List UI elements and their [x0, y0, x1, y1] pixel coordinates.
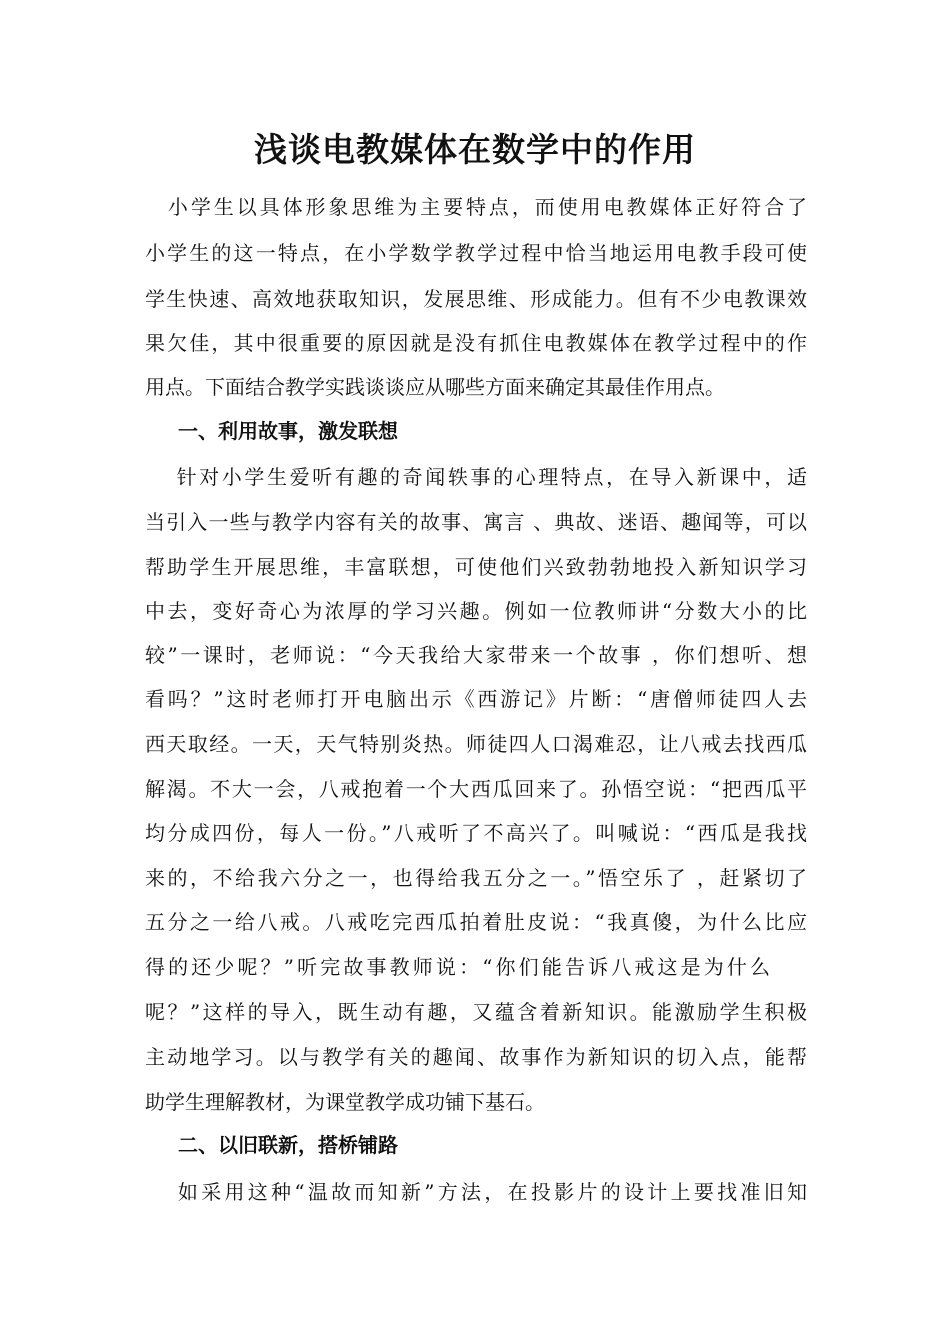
- section1-line-7: 西天取经。一天，天气特别炎热。师徒四人口渴难忍，让八戒去找西瓜: [145, 732, 807, 756]
- section2-line-1: 如采用这种“温故而知新”方法，在投影片的设计上要找准旧知: [145, 1180, 807, 1204]
- intro-line-1: 小学生以具体形象思维为主要特点，而使用电教媒体正好符合了: [145, 195, 807, 219]
- section1-line-2: 当引入一些与教学内容有关的故事、寓言 、典故、迷语、趣闻等，可以: [145, 510, 807, 534]
- section1-line-4: 中去，变好奇心为浓厚的学习兴趣。例如一位教师讲“分数大小的比: [145, 599, 807, 623]
- section1-line-5: 较”一课时，老师说：“今天我给大家带来一个故事 ，你们想听、想: [145, 643, 807, 667]
- section1-line-13: 呢？”这样的导入，既生动有趣，又蕴含着新知识。能激励学生积极: [145, 1000, 807, 1024]
- intro-line-5: 用点。下面结合教学实践谈谈应从哪些方面来确定其最佳作用点。: [145, 375, 725, 399]
- section-heading-2: 二、以旧联新，搭桥铺路: [178, 1133, 398, 1157]
- intro-line-2: 小学生的这一特点，在小学数学教学过程中恰当地运用电教手段可使: [145, 241, 807, 265]
- section1-line-3: 帮助学生开展思维，丰富联想，可使他们兴致勃勃地投入新知识学习: [145, 555, 807, 579]
- section-heading-1: 一、利用故事，激发联想: [178, 419, 398, 443]
- section1-line-11: 五分之一给八戒。八戒吃完西瓜拍着肚皮说：“我真傻，为什么比应: [145, 910, 807, 934]
- section1-line-10: 来的，不给我六分之一，也得给我五分之一。”悟空乐了 ，赶紧切了: [145, 866, 807, 890]
- intro-line-4: 果欠佳，其中很重要的原因就是没有抓住电教媒体在教学过程中的作: [145, 331, 807, 355]
- intro-line-3: 学生快速、高效地获取知识，发展思维、形成能力。但有不少电教课效: [145, 287, 807, 311]
- section1-line-9: 均分成四份，每人一份。”八戒听了不高兴了。叫喊说：“西瓜是我找: [145, 821, 807, 845]
- section1-line-8: 解渴。不大一会，八戒抱着一个大西瓜回来了。孙悟空说：“把西瓜平: [145, 777, 807, 801]
- section1-line-12: 得的还少呢？”听完故事教师说：“你们能告诉八戒这是为什么: [145, 955, 770, 979]
- section1-line-14: 主动地学习。以与教学有关的趣闻、故事作为新知识的切入点，能帮: [145, 1045, 807, 1069]
- section1-line-1: 针对小学生爱听有趣的奇闻轶事的心理特点，在导入新课中，适: [145, 465, 807, 489]
- section1-line-6: 看吗？”这时老师打开电脑出示《西游记》片断：“唐僧师徒四人去: [145, 687, 807, 711]
- section1-line-15: 助学生理解教材，为课堂教学成功铺下基石。: [145, 1090, 545, 1114]
- document-title: 浅谈电教媒体在数学中的作用: [254, 130, 696, 169]
